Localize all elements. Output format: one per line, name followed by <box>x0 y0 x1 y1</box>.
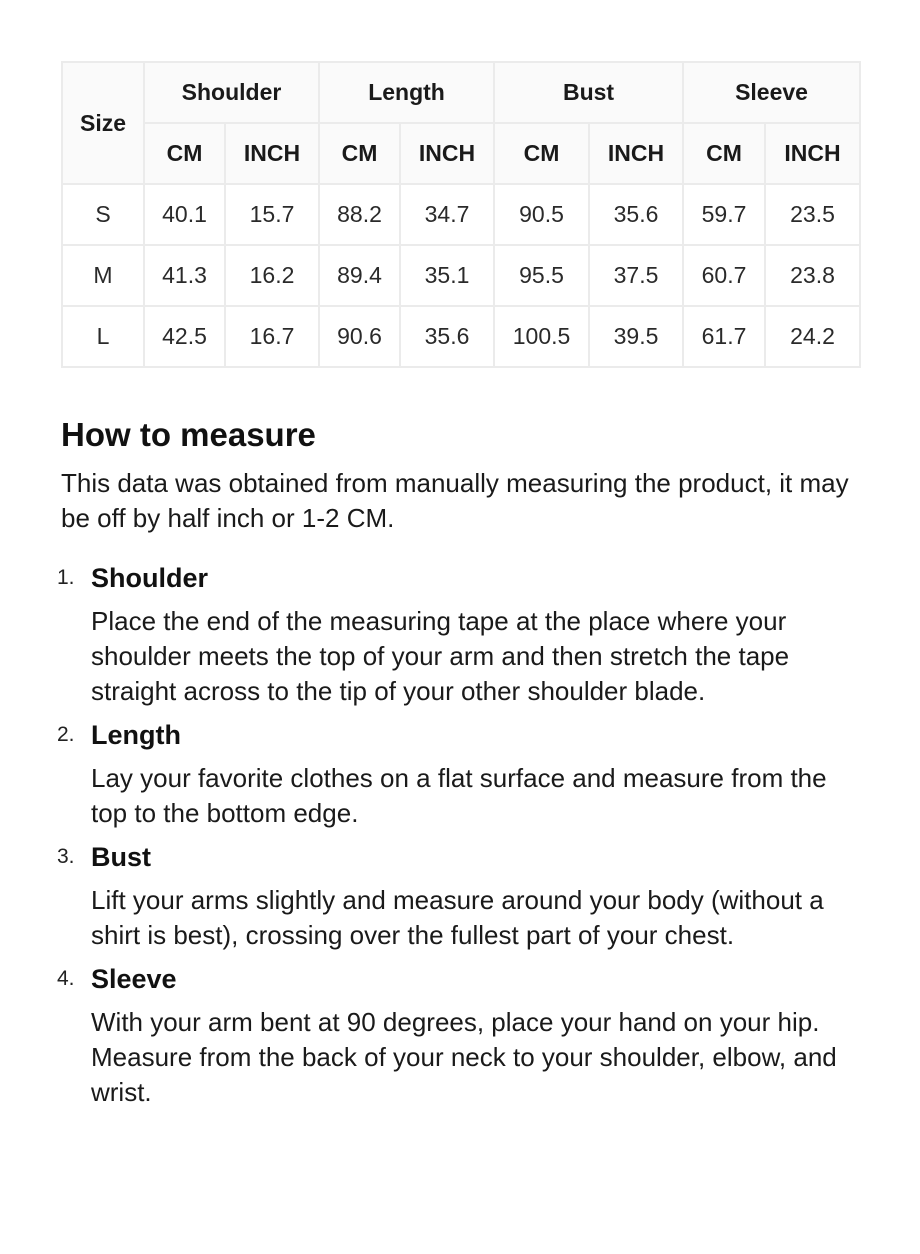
intro-text: This data was obtained from manually measuring the product, it may be off by half inch or 1-2 CM. <box>61 468 849 533</box>
size-cell: M <box>62 245 144 306</box>
unit-header-cm: CM <box>683 123 765 184</box>
table-cell: 15.7 <box>225 184 319 245</box>
unit-header-cm: CM <box>494 123 589 184</box>
table-cell: 61.7 <box>683 306 765 367</box>
unit-header-inch: INCH <box>765 123 860 184</box>
header-row-units <box>62 123 860 184</box>
table-row <box>62 184 860 245</box>
step-title: Shoulder <box>91 563 209 593</box>
step-description: Place the end of the measuring tape at the place where your shoulder meets the top of your arm and then stretch the tape straight across to the tip of your other shoulder blade. <box>91 606 790 706</box>
table-row <box>62 306 860 367</box>
unit-header-cm: CM <box>144 123 225 184</box>
step-number: 1. <box>57 566 75 589</box>
table-cell: 35.1 <box>400 245 494 306</box>
table-cell: 16.2 <box>225 245 319 306</box>
table-cell: 34.7 <box>400 184 494 245</box>
table-cell: 35.6 <box>589 184 683 245</box>
table-cell: 16.7 <box>225 306 319 367</box>
size-cell: S <box>62 184 144 245</box>
group-header-bust: Bust <box>494 62 683 123</box>
table-cell: 39.5 <box>589 306 683 367</box>
size-cell: L <box>62 306 144 367</box>
table-cell: 89.4 <box>319 245 400 306</box>
list-item <box>57 715 861 831</box>
table-cell: 100.5 <box>494 306 589 367</box>
table-cell: 24.2 <box>765 306 860 367</box>
table-cell: 42.5 <box>144 306 225 367</box>
unit-header-inch: INCH <box>400 123 494 184</box>
list-item <box>57 837 861 953</box>
step-number: 4. <box>57 967 75 990</box>
table-cell: 88.2 <box>319 184 400 245</box>
table-cell: 23.5 <box>765 184 860 245</box>
list-item <box>57 959 861 1110</box>
table-cell: 59.7 <box>683 184 765 245</box>
section-title: How to measure <box>61 416 316 453</box>
step-title: Sleeve <box>91 964 177 994</box>
step-number: 2. <box>57 723 75 746</box>
measure-steps-list <box>57 558 861 1110</box>
table-cell: 41.3 <box>144 245 225 306</box>
step-description: Lift your arms slightly and measure around your body (without a shirt is best), crossing over the fullest part of your chest. <box>91 885 824 950</box>
unit-header-cm: CM <box>319 123 400 184</box>
header-row-groups <box>62 62 860 123</box>
how-to-measure-section <box>57 412 861 1116</box>
table-cell: 37.5 <box>589 245 683 306</box>
table-row <box>62 245 860 306</box>
table-cell: 23.8 <box>765 245 860 306</box>
size-chart-table <box>61 61 861 368</box>
group-header-length: Length <box>319 62 494 123</box>
unit-header-inch: INCH <box>589 123 683 184</box>
unit-header-inch: INCH <box>225 123 319 184</box>
table-cell: 90.5 <box>494 184 589 245</box>
step-number: 3. <box>57 845 75 868</box>
step-title: Bust <box>91 842 151 872</box>
group-header-sleeve: Sleeve <box>683 62 860 123</box>
step-description: Lay your favorite clothes on a flat surface and measure from the top to the bottom edge. <box>91 763 827 828</box>
table-cell: 35.6 <box>400 306 494 367</box>
table-cell: 60.7 <box>683 245 765 306</box>
step-description: With your arm bent at 90 degrees, place your hand on your hip. Measure from the back of your neck to your shoulder, elbow, and wrist. <box>91 1007 837 1107</box>
table-cell: 40.1 <box>144 184 225 245</box>
table-cell: 95.5 <box>494 245 589 306</box>
group-header-shoulder: Shoulder <box>144 62 319 123</box>
list-item <box>57 558 861 709</box>
size-header: Size <box>62 62 144 184</box>
step-title: Length <box>91 720 181 750</box>
table-cell: 90.6 <box>319 306 400 367</box>
